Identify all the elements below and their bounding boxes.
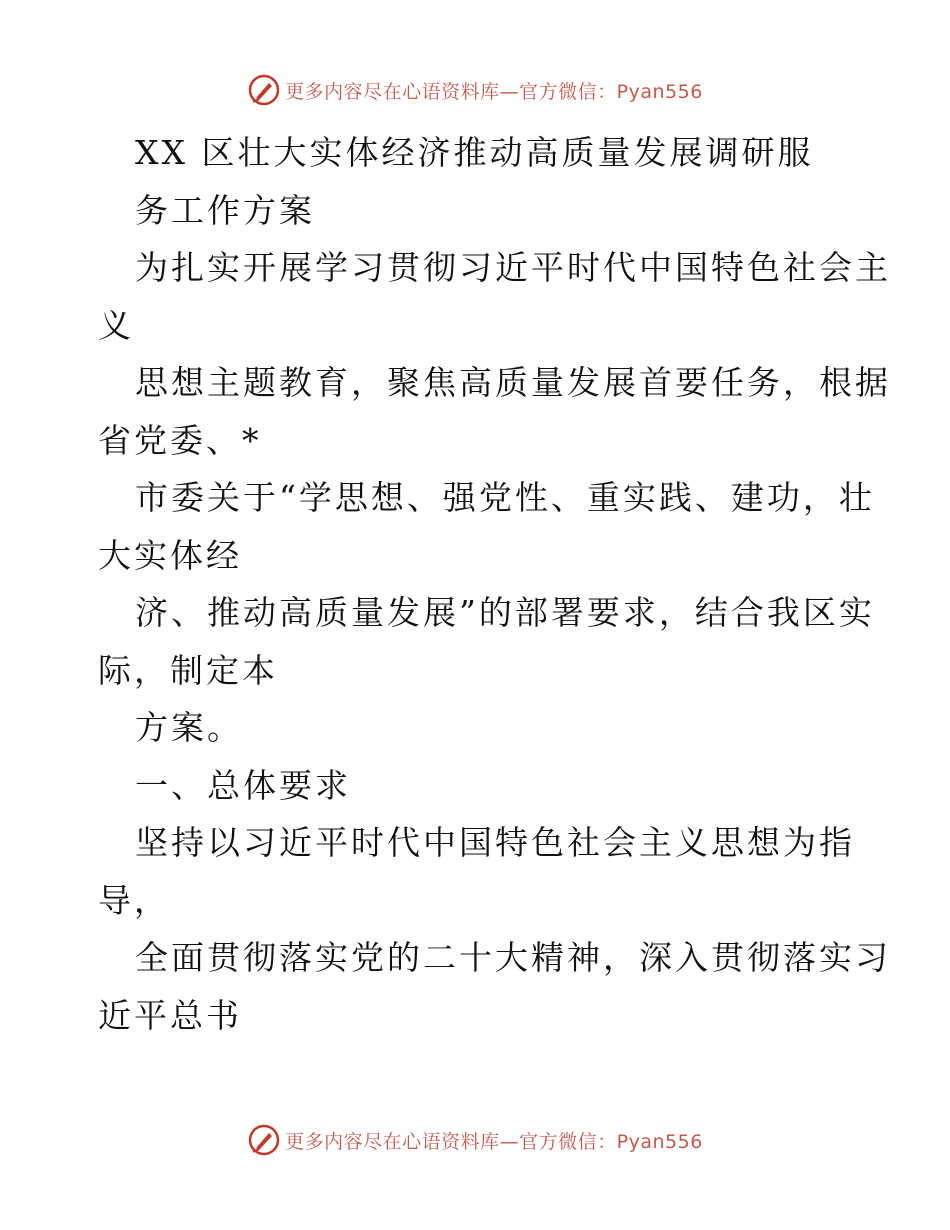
footer-banner-text: 更多内容尽在心语资料库—官方微信：Pyan556 [285,1130,703,1153]
paragraph-line: 坚持以习近平时代中国特色社会主义思想为指 [135,823,855,862]
document-body [98,124,891,1044]
document-title-line-2: 务工作方案 [135,190,315,230]
paragraph-line: 为扎实开展学习贯彻习近平时代中国特色社会主 [135,248,891,287]
paragraph-line: 义 [98,305,134,345]
pen-quill-logo-icon [247,73,281,107]
paragraph-line: 思想主题教育，聚焦高质量发展首要任务，根据 [135,363,891,402]
header-banner [0,70,950,110]
section-heading: 一、总体要求 [135,765,351,805]
paragraph-line: 际，制定本 [98,650,278,690]
paragraph-line: 市委关于“学思想、强党性、重实践、建功，壮 [135,478,875,517]
footer-banner [0,1120,950,1160]
paragraph-line: 省党委、* [98,420,262,460]
paragraph-line: 济、推动高质量发展”的部署要求，结合我区实 [135,593,875,632]
paragraph-line: 大实体经 [98,535,242,575]
header-banner-text: 更多内容尽在心语资料库—官方微信：Pyan556 [285,80,703,103]
pen-quill-logo-icon [247,1123,281,1157]
paragraph-line: 导， [98,880,170,920]
paragraph-line: 全面贯彻落实党的二十大精神，深入贯彻落实习 [135,938,891,977]
paragraph-line: 近平总书 [98,995,242,1035]
document-title-line-1: XX 区壮大实体经济推动高质量发展调研服 [135,133,814,172]
paragraph-line: 方案。 [135,708,243,747]
